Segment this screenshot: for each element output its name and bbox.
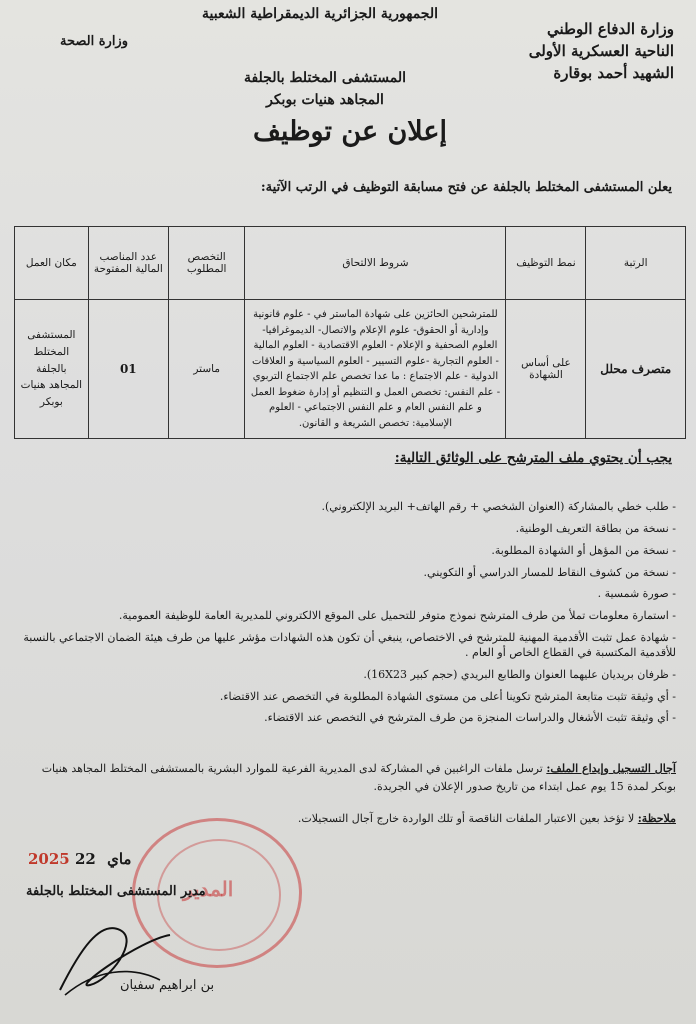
- note-text: لا تؤخذ بعين الاعتبار الملفات الناقصة أو تلك الواردة خارج آجال التسجيلات.: [297, 812, 635, 825]
- cell-conditions: للمترشحين الحائزين على شهادة الماستر في - علوم قانونية وإدارية أو الحقوق- علوم الإعلام والاتصال- الديموغرافيا- العلوم الصحفية و الإعلام - العلوم الاقتصادية - العلوم المالية - العلوم التجارية -علوم التسيير - العلوم السياسية و العلاقات الدولية - علم الاجتماع : ما عدا تخصص علم الاجتماع التربوي - علم النفس: تخصص العمل و التنظيم أو إدارة ضغوط العمل و علم النفس العام و علم النفس الاجتماعي - العلوم الإسلامية: تخصص الشريعة و القانون.: [245, 300, 506, 439]
- requirements-title: يجب أن يحتوي ملف المترشح على الوثائق التالية:: [394, 450, 672, 466]
- ministry-defense: وزارة الدفاع الوطني: [547, 20, 674, 38]
- list-item: - طلب خطي بالمشاركة (العنوان الشخصي + رقم الهاتف+ البريد الإلكتروني).: [20, 500, 676, 515]
- list-item: - صورة شمسية .: [20, 587, 676, 602]
- list-item: - شهادة عمل تثبت الأقدمية المهنية للمترشح في الاختصاص، ينبغي أن تكون هذه الشهادات مؤشر عليها من طرف هيئة الضمان الاجتماعي بالنسبة للأقدمية المكتسبة في القطاع الخاص أو العام .: [20, 631, 676, 661]
- ministry-health: وزارة الصحة: [60, 34, 128, 49]
- intro-text: يعلن المستشفى المختلط بالجلفة عن فتح مسابقة التوظيف في الرتب الآتية:: [260, 180, 672, 195]
- list-item: - أي وثيقة تثبت الأشغال والدراسات المنجزة من طرف المترشح في التخصص عند الاقتضاء.: [20, 711, 676, 726]
- header-specialty: التخصص المطلوب: [168, 227, 245, 300]
- list-item: - نسخة من المؤهل أو الشهادة المطلوبة.: [20, 544, 676, 559]
- hospital-name: المستشفى المختلط بالجلفة: [243, 70, 407, 86]
- deadline-label: آجال التسجيل وإيداع الملف:: [546, 762, 676, 775]
- jobs-table: [14, 226, 686, 439]
- date-year: 2025: [28, 850, 70, 868]
- header-conditions: شروط الالتحاق: [245, 227, 506, 300]
- hospital-subname: المجاهد هنيات بوبكر: [266, 92, 384, 108]
- table-row: [15, 300, 686, 439]
- list-item: - استمارة معلومات تملأ من طرف المترشح نموذج متوفر للتحميل على الموقع الالكتروني للمديرية العامة للوظيفة العمومية.: [20, 609, 676, 624]
- header-positions: عدد المناصب المالية المفتوحة: [88, 227, 168, 300]
- documents-list: [20, 500, 676, 733]
- cell-workplace: المستشفى المختلط بالجلفة المجاهد هنيات بوبكر: [15, 300, 89, 439]
- date-day: 22: [74, 850, 96, 868]
- list-item: - ظرفان بريديان عليهما العنوان والطابع البريدي (حجم كبير 16X23).: [20, 668, 676, 683]
- date-month: ماي: [107, 850, 132, 868]
- table-header-row: [15, 227, 686, 300]
- cell-positions: 01: [88, 300, 168, 439]
- stamp-text: المدير: [183, 877, 234, 901]
- deadline-text: ترسل ملفات الراغبين في المشاركة لدى المديرية الفرعية للموارد البشرية بالمستشفى المختلط المجاهد هنيات بوبكر لمدة 15 يوم عمل ابتداء من تاريخ صدور الإعلان في الجريدة.: [41, 762, 676, 794]
- deadline-paragraph: [20, 760, 676, 796]
- note-label: ملاحظة:: [637, 812, 676, 825]
- list-item: - أي وثيقة تثبت متابعة المترشح تكوينا أعلى من مستوى الشهادة المطلوبة في التخصص عند الاقتضاء.: [20, 690, 676, 705]
- list-item: - نسخة من بطاقة التعريف الوطنية.: [20, 522, 676, 537]
- signature-date: [28, 850, 137, 868]
- cell-specialty: ماستر: [168, 300, 245, 439]
- director-title: مدير المستشفى المختلط بالجلفة: [26, 884, 206, 899]
- cell-mode: على أساس الشهادة: [506, 300, 586, 439]
- header-workplace: مكان العمل: [15, 227, 89, 300]
- republic-header: الجمهورية الجزائرية الديمقراطية الشعبية: [201, 6, 438, 22]
- note-paragraph: [20, 810, 676, 828]
- director-name: بن ابراهيم سفيان: [120, 978, 215, 993]
- cell-rank: متصرف محلل: [586, 300, 686, 439]
- military-region: الناحية العسكرية الأولى: [528, 42, 674, 60]
- page-title: إعلان عن توظيف: [252, 116, 448, 147]
- header-mode: نمط التوظيف: [506, 227, 586, 300]
- list-item: - نسخة من كشوف النقاط للمسار الدراسي أو التكويني.: [20, 566, 676, 581]
- header-rank: الرتبة: [586, 227, 686, 300]
- martyr-name: الشهيد أحمد بوقارة: [553, 64, 674, 82]
